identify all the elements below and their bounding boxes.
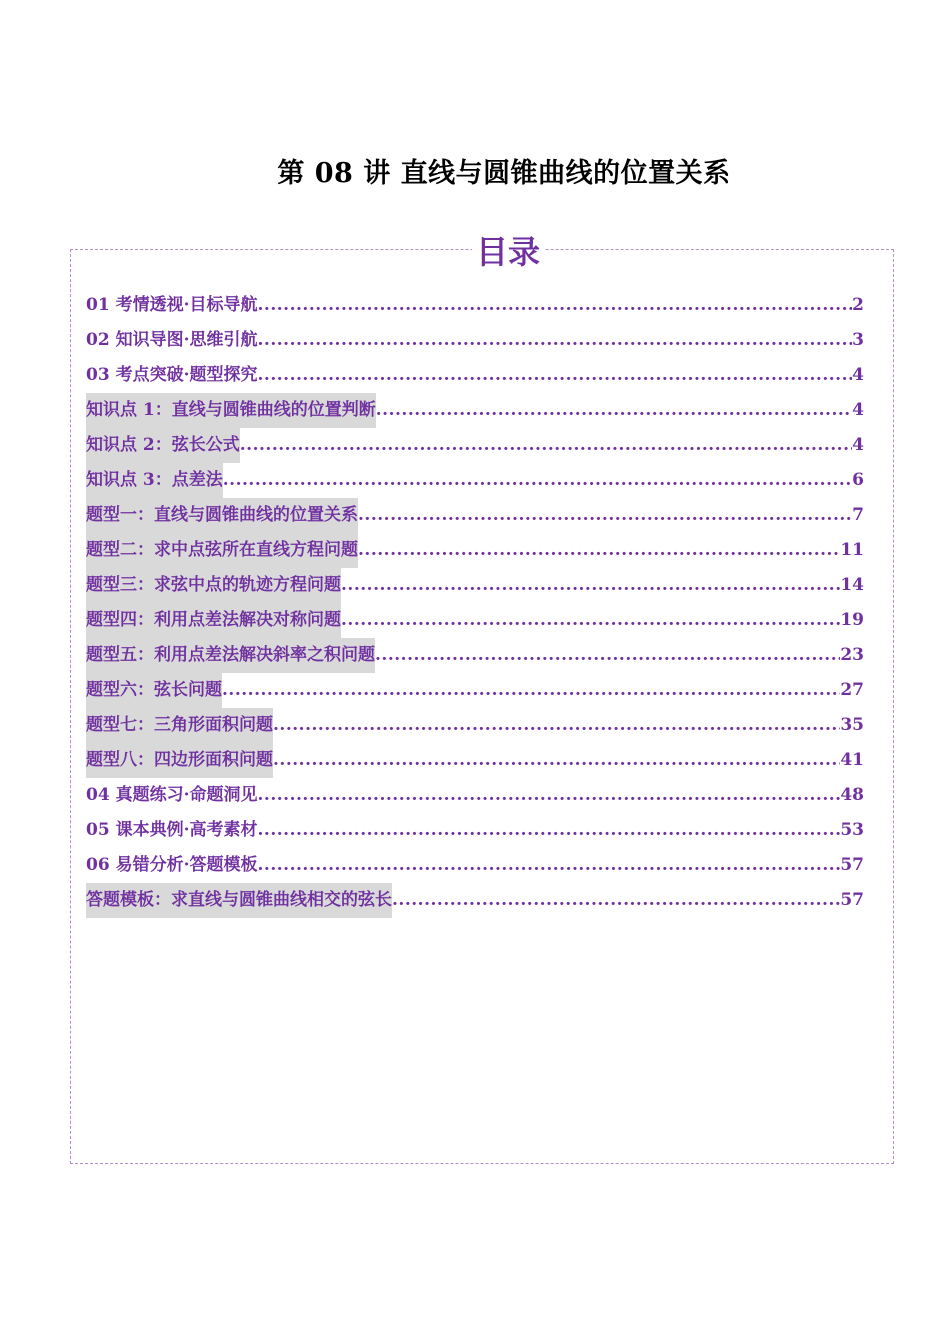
toc-entry-type-3[interactable] xyxy=(86,568,864,603)
toc-entry-yicuo[interactable] xyxy=(86,848,864,883)
toc-entry-zhenti[interactable] xyxy=(86,778,864,813)
toc-entry-knowledge-2[interactable] xyxy=(86,428,864,463)
toc-entry-page[interactable]: 27 xyxy=(840,680,864,700)
toc-heading-text: 目录 xyxy=(472,233,544,271)
toc-entry-type-1[interactable] xyxy=(86,498,864,533)
toc-leader-dots xyxy=(258,848,841,883)
toc-entry-label[interactable]: 题型七：三角形面积问题 xyxy=(86,708,273,743)
toc-entry-page[interactable]: 11 xyxy=(840,540,864,560)
toc-entry-kaodian-tupo[interactable] xyxy=(86,358,864,393)
toc-entry-label[interactable]: 06 易错分析·答题模板 xyxy=(86,855,258,875)
toc-entry-page[interactable]: 7 xyxy=(852,505,864,525)
toc-entry-keben[interactable] xyxy=(86,813,864,848)
toc-entry-page[interactable]: 41 xyxy=(840,750,864,770)
toc-leader-dots xyxy=(341,603,840,638)
page-title: 第 08 讲 直线与圆锥曲线的位置关系 xyxy=(277,158,731,189)
toc-entry-page[interactable]: 48 xyxy=(840,785,864,805)
toc-entry-page[interactable]: 35 xyxy=(840,715,864,735)
toc-entry-page[interactable]: 2 xyxy=(852,295,864,315)
toc-entry-label[interactable]: 题型六：弦长问题 xyxy=(86,673,222,708)
toc-leader-dots xyxy=(223,463,852,498)
toc-entry-label[interactable]: 05 课本典例·高考素材 xyxy=(86,820,258,840)
toc-entry-label[interactable]: 题型一：直线与圆锥曲线的位置关系 xyxy=(86,498,358,533)
toc-leader-dots xyxy=(273,708,840,743)
toc-entry-type-4[interactable] xyxy=(86,603,864,638)
toc-entry-page[interactable]: 57 xyxy=(840,855,864,875)
toc-entry-label[interactable]: 知识点 2：弦长公式 xyxy=(86,428,240,463)
toc-leader-dots xyxy=(240,428,852,463)
toc-leader-dots xyxy=(392,883,840,918)
toc-heading xyxy=(0,230,950,274)
toc-entry-label[interactable]: 知识点 1：直线与圆锥曲线的位置判断 xyxy=(86,393,376,428)
toc-entry-label[interactable]: 03 考点突破·题型探究 xyxy=(86,365,258,385)
toc-leader-dots xyxy=(258,358,853,393)
toc-entry-page[interactable]: 14 xyxy=(840,575,864,595)
toc-leader-dots xyxy=(222,673,840,708)
toc-entry-label[interactable]: 题型二：求中点弦所在直线方程问题 xyxy=(86,533,358,568)
toc-entry-type-8[interactable] xyxy=(86,743,864,778)
toc-leader-dots xyxy=(273,743,840,778)
toc-entry-label[interactable]: 02 知识导图·思维引航 xyxy=(86,330,258,350)
toc-entry-label[interactable]: 题型四：利用点差法解决对称问题 xyxy=(86,603,341,638)
toc-entry-label[interactable]: 题型三：求弦中点的轨迹方程问题 xyxy=(86,568,341,603)
toc-entry-page[interactable]: 4 xyxy=(852,435,864,455)
toc-leader-dots xyxy=(258,813,841,848)
toc-leader-dots xyxy=(258,288,853,323)
toc-entry-type-6[interactable] xyxy=(86,673,864,708)
toc-leader-dots xyxy=(376,393,852,428)
toc-entry-label[interactable]: 答题模板：求直线与圆锥曲线相交的弦长 xyxy=(86,883,392,918)
toc-entry-page[interactable]: 4 xyxy=(852,400,864,420)
toc-leader-dots xyxy=(358,498,852,533)
toc-entry-knowledge-3[interactable] xyxy=(86,463,864,498)
toc-entry-label[interactable]: 01 考情透视·目标导航 xyxy=(86,295,258,315)
toc-entry-page[interactable]: 53 xyxy=(840,820,864,840)
toc-entry-label[interactable]: 04 真题练习·命题洞见 xyxy=(86,785,258,805)
toc-entry-label[interactable]: 题型八：四边形面积问题 xyxy=(86,743,273,778)
toc-list xyxy=(86,288,864,918)
toc-leader-dots xyxy=(258,778,841,813)
toc-entry-page[interactable]: 19 xyxy=(840,610,864,630)
toc-entry-page[interactable]: 4 xyxy=(852,365,864,385)
toc-entry-page[interactable]: 6 xyxy=(852,470,864,490)
toc-entry-template[interactable] xyxy=(86,883,864,918)
toc-leader-dots xyxy=(375,638,840,673)
toc-entry-label[interactable]: 题型五：利用点差法解决斜率之积问题 xyxy=(86,638,375,673)
toc-entry-type-5[interactable] xyxy=(86,638,864,673)
toc-entry-type-7[interactable] xyxy=(86,708,864,743)
toc-entry-page[interactable]: 3 xyxy=(852,330,864,350)
toc-entry-type-2[interactable] xyxy=(86,533,864,568)
toc-entry-knowledge-1[interactable] xyxy=(86,393,864,428)
toc-entry-kaoqing[interactable] xyxy=(86,288,864,323)
toc-leader-dots xyxy=(358,533,840,568)
toc-entry-label[interactable]: 知识点 3：点差法 xyxy=(86,463,223,498)
toc-entry-page[interactable]: 57 xyxy=(840,890,864,910)
toc-leader-dots xyxy=(258,323,853,358)
toc-entry-zhishi-daotu[interactable] xyxy=(86,323,864,358)
toc-leader-dots xyxy=(341,568,840,603)
toc-entry-page[interactable]: 23 xyxy=(840,645,864,665)
